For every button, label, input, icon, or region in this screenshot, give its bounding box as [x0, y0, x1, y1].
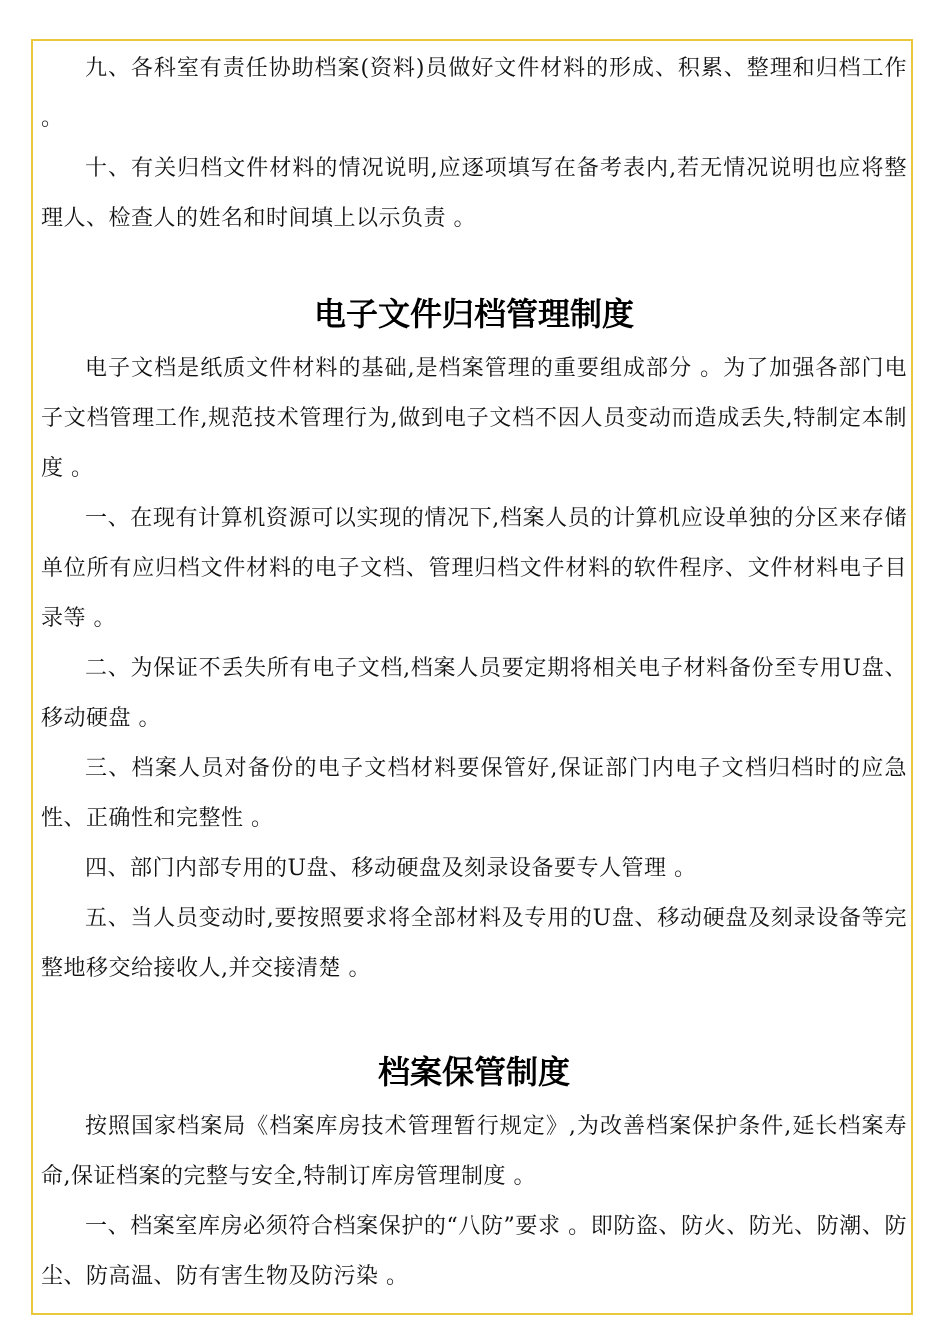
section2-intro-paragraph: 按照国家档案局《档案库房技术管理暂行规定》,为改善档案保护条件,延长档案寿命,保证档案的完整与安全,特制订库房管理制度 。	[41, 1114, 907, 1189]
section1-intro-paragraph: 电子文档是纸质文件材料的基础,是档案管理的重要组成部分 。为了加强各部门电子文档管理工作,规范技术管理行为,做到电子文档不因人员变动而造成丢失,特制定本制度 。	[41, 356, 907, 481]
section1-clause-3: 三、档案人员对备份的电子文档材料要保管好,保证部门内电子文档归档时的应急性、正确性和完整性 。	[41, 756, 907, 831]
section1-clause-2: 二、为保证不丢失所有电子文档,档案人员要定期将相关电子材料备份至专用U盘、移动硬盘 。	[41, 656, 907, 731]
section1-clause-1: 一、在现有计算机资源可以实现的情况下,档案人员的计算机应设单独的分区来存储单位所有应归档文件材料的电子文档、管理归档文件材料的软件程序、文件材料电子目录等 。	[41, 506, 907, 631]
document-body	[41, 44, 907, 1302]
section-title-archive-custody: 档案保管制度	[377, 1053, 570, 1091]
section2-clause-1: 一、档案室库房必须符合档案保护的“八防”要求 。即防盗、防火、防光、防潮、防尘、防高温、防有害生物及防污染 。	[41, 1214, 907, 1289]
section-title-electronic-archiving: 电子文件归档管理制度	[313, 295, 634, 333]
section1-clause-5: 五、当人员变动时,要按照要求将全部材料及专用的U盘、移动硬盘及刻录设备等完整地移交给接收人,并交接清楚 。	[41, 906, 907, 981]
paragraph-item-9: 九、各科室有责任协助档案(资料)员做好文件材料的形成、积累、整理和归档工作 。	[41, 56, 907, 131]
section1-clause-4: 四、部门内部专用的U盘、移动硬盘及刻录设备要专人管理 。	[85, 856, 697, 881]
paragraph-item-10: 十、有关归档文件材料的情况说明,应逐项填写在备考表内,若无情况说明也应将整理人、检查人的姓名和时间填上以示负责 。	[41, 156, 907, 231]
